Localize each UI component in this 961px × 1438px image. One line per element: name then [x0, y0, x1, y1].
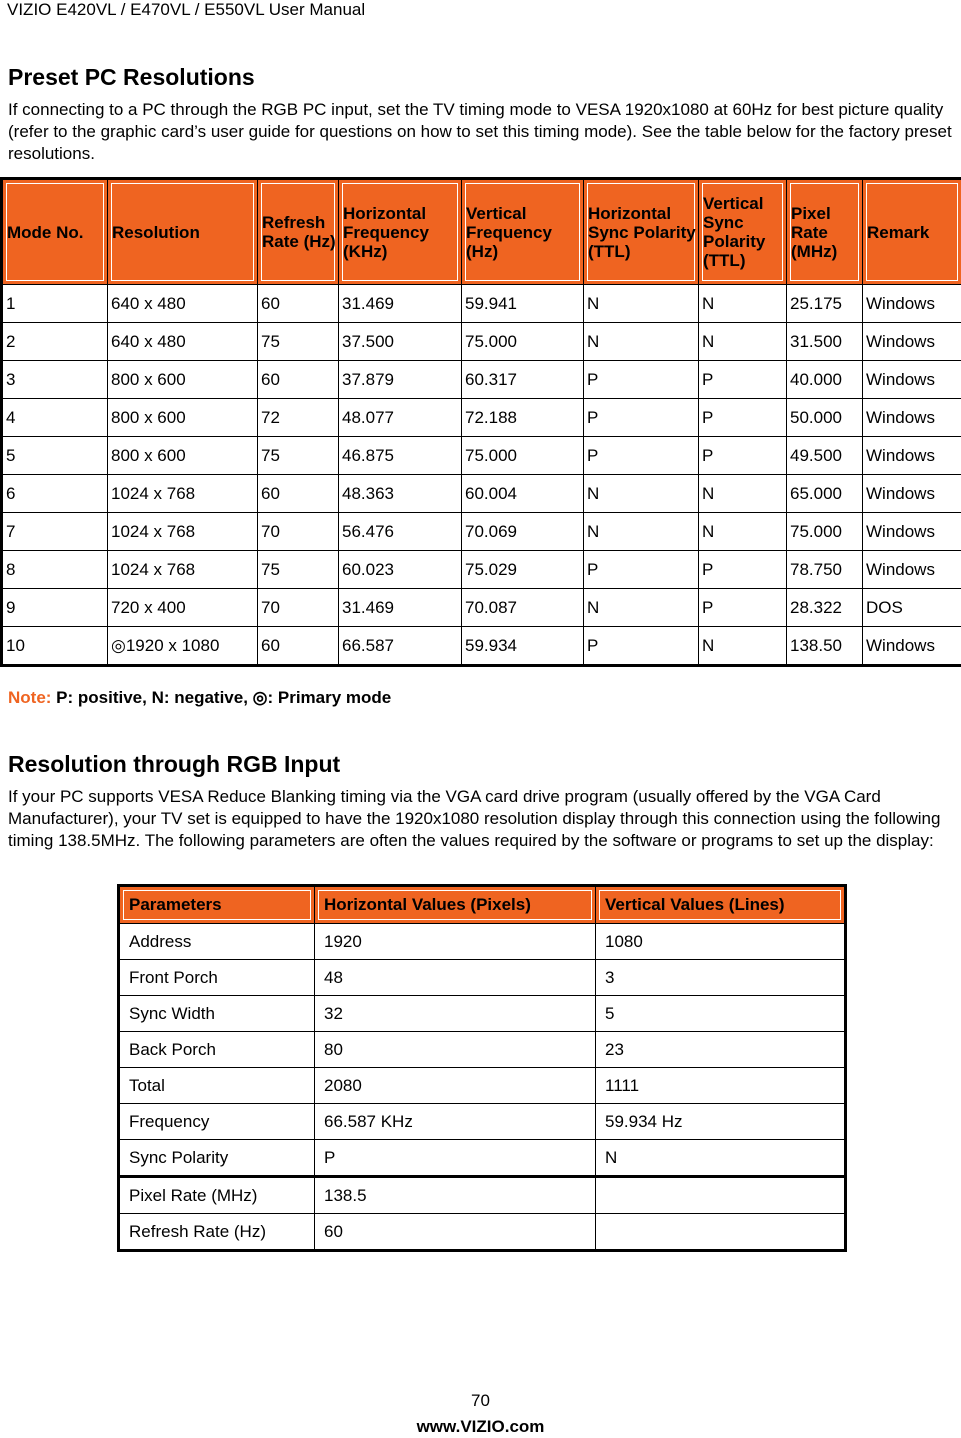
table-cell: 60	[258, 475, 339, 513]
table-cell: P	[584, 627, 699, 666]
table-cell: 31.500	[787, 323, 863, 361]
table-cell: N	[699, 513, 787, 551]
table-cell: N	[584, 475, 699, 513]
table-cell: 31.469	[339, 589, 462, 627]
table-row	[119, 996, 846, 1032]
table-cell: 48.363	[339, 475, 462, 513]
section-title-preset-pc-resolutions: Preset PC Resolutions	[8, 64, 255, 90]
table-cell: 4	[2, 399, 108, 437]
table-cell: P	[584, 399, 699, 437]
table-cell: 72.188	[462, 399, 584, 437]
table-row	[2, 589, 961, 627]
table-row	[2, 399, 961, 437]
table-cell: 56.476	[339, 513, 462, 551]
table-cell: 25.175	[787, 285, 863, 323]
table-cell: 2	[2, 323, 108, 361]
table-row	[119, 1177, 846, 1214]
table-cell: N	[699, 475, 787, 513]
table-cell: 1920	[315, 924, 596, 960]
table-cell: 75.000	[787, 513, 863, 551]
table-cell: 9	[2, 589, 108, 627]
table-cell: 70.087	[462, 589, 584, 627]
note-label: Note:	[8, 688, 52, 707]
table-cell: P	[584, 437, 699, 475]
table-cell: 66.587	[339, 627, 462, 666]
table-row	[119, 1032, 846, 1068]
table-cell: Frequency	[119, 1104, 315, 1140]
table-cell: 37.500	[339, 323, 462, 361]
table-cell: N	[584, 285, 699, 323]
table-cell: Sync Polarity	[119, 1140, 315, 1177]
column-header: Mode No.	[2, 179, 108, 285]
table-cell: 138.50	[787, 627, 863, 666]
table-cell: Windows	[863, 475, 961, 513]
column-header: Horizontal Values (Pixels)	[315, 886, 596, 924]
table-cell: 70	[258, 513, 339, 551]
table-cell: 66.587 KHz	[315, 1104, 596, 1140]
table-row	[2, 323, 961, 361]
table-cell: 800 x 600	[108, 399, 258, 437]
table-cell: 60	[258, 285, 339, 323]
column-header: Horizontal Frequency (KHz)	[339, 179, 462, 285]
table-cell: 10	[2, 627, 108, 666]
table-cell: 800 x 600	[108, 361, 258, 399]
table-header-row	[119, 886, 846, 924]
table-note	[8, 688, 391, 708]
table-cell: Front Porch	[119, 960, 315, 996]
table-cell: P	[699, 437, 787, 475]
table-cell: 48	[315, 960, 596, 996]
table-cell: Windows	[863, 399, 961, 437]
table-cell: 23	[596, 1032, 846, 1068]
table-cell: P	[699, 589, 787, 627]
table-cell: 800 x 600	[108, 437, 258, 475]
table-cell: Windows	[863, 627, 961, 666]
manual-header: VIZIO E420VL / E470VL / E550VL User Manual	[7, 0, 366, 19]
table-cell: 50.000	[787, 399, 863, 437]
table-row	[2, 437, 961, 475]
table-cell: 60.004	[462, 475, 584, 513]
table-row	[2, 627, 961, 666]
table-cell: 3	[596, 960, 846, 996]
table-cell: 49.500	[787, 437, 863, 475]
note-text: P: positive, N: negative, ◎: Primary mode	[51, 688, 392, 707]
table-cell: 75.029	[462, 551, 584, 589]
table-cell: 59.941	[462, 285, 584, 323]
table-cell: 37.879	[339, 361, 462, 399]
table-cell: Windows	[863, 285, 961, 323]
table-cell: 1024 x 768	[108, 551, 258, 589]
table-cell: 59.934 Hz	[596, 1104, 846, 1140]
table-cell: 75.000	[462, 437, 584, 475]
table-row	[2, 551, 961, 589]
table-header-row	[2, 179, 961, 285]
table-cell: 75.000	[462, 323, 584, 361]
table-cell: P	[584, 361, 699, 399]
table-cell: 72	[258, 399, 339, 437]
table-cell: 5	[2, 437, 108, 475]
table-cell: 60	[258, 361, 339, 399]
column-header: Horizontal Sync Polarity (TTL)	[584, 179, 699, 285]
table-cell: P	[699, 399, 787, 437]
column-header: Vertical Values (Lines)	[596, 886, 846, 924]
table-cell: N	[584, 323, 699, 361]
table-cell: N	[699, 285, 787, 323]
table-cell: 70.069	[462, 513, 584, 551]
table-cell: 75	[258, 437, 339, 475]
table-cell: P	[315, 1140, 596, 1177]
rgb-input-paragraph: If your PC supports VESA Reduce Blanking timing via the VGA card drive program (usually offered by the VGA Card Manufacturer), your TV set is equipped to have the 1920x1080 resolution display through this connection using the following timing 138.5MHz. The following parameters are often the values required by the software or programs to set up the display:	[8, 787, 941, 850]
table-cell: 60	[258, 627, 339, 666]
table-cell	[596, 1214, 846, 1251]
table-cell: 48.077	[339, 399, 462, 437]
table-cell: 720 x 400	[108, 589, 258, 627]
table-cell: 32	[315, 996, 596, 1032]
table-cell: ◎1920 x 1080	[108, 627, 258, 666]
table-cell: Windows	[863, 361, 961, 399]
table-cell: 75	[258, 323, 339, 361]
column-header: Vertical Frequency (Hz)	[462, 179, 584, 285]
table-row	[119, 1104, 846, 1140]
table-cell: 640 x 480	[108, 323, 258, 361]
column-header: Remark	[863, 179, 961, 285]
table-cell: N	[699, 627, 787, 666]
table-row	[2, 285, 961, 323]
table-cell: Windows	[863, 513, 961, 551]
table-cell: P	[584, 551, 699, 589]
table-row	[119, 960, 846, 996]
table-cell: N	[584, 513, 699, 551]
table-cell: 60	[315, 1214, 596, 1251]
table-cell: 2080	[315, 1068, 596, 1104]
preset-resolutions-table	[0, 177, 961, 667]
table-cell: 70	[258, 589, 339, 627]
table-row	[2, 475, 961, 513]
table-cell: 640 x 480	[108, 285, 258, 323]
footer-url: www.VIZIO.com	[416, 1417, 545, 1436]
table-cell: P	[699, 361, 787, 399]
table-row	[119, 924, 846, 960]
table-row	[2, 513, 961, 551]
table-cell: 60.023	[339, 551, 462, 589]
table-cell: N	[699, 323, 787, 361]
table-cell: N	[596, 1140, 846, 1177]
table-cell: 75	[258, 551, 339, 589]
table-cell: 138.5	[315, 1177, 596, 1214]
table-cell: 80	[315, 1032, 596, 1068]
section-intro-paragraph: If connecting to a PC through the RGB PC input, set the TV timing mode to VESA 1920x1080 at 60Hz for best picture quality (refer to the graphic card’s user guide for questions on how to set this timing mode). See the table below for the factory preset resolutions.	[8, 100, 952, 163]
table-cell: Pixel Rate (MHz)	[119, 1177, 315, 1214]
column-header: Pixel Rate (MHz)	[787, 179, 863, 285]
table-cell: 1024 x 768	[108, 475, 258, 513]
table-cell: 60.317	[462, 361, 584, 399]
table-cell: Refresh Rate (Hz)	[119, 1214, 315, 1251]
table-cell	[596, 1177, 846, 1214]
table-cell: 65.000	[787, 475, 863, 513]
table-row	[2, 361, 961, 399]
table-cell: 46.875	[339, 437, 462, 475]
table-cell: 59.934	[462, 627, 584, 666]
table-cell: 78.750	[787, 551, 863, 589]
table-cell: Windows	[863, 323, 961, 361]
column-header: Refresh Rate (Hz)	[258, 179, 339, 285]
table-cell: 1	[2, 285, 108, 323]
table-cell: 1111	[596, 1068, 846, 1104]
table-cell: Windows	[863, 437, 961, 475]
table-cell: Windows	[863, 551, 961, 589]
table-row	[119, 1214, 846, 1251]
table-cell: 40.000	[787, 361, 863, 399]
table-cell: 8	[2, 551, 108, 589]
table-cell: 5	[596, 996, 846, 1032]
rgb-timing-table	[117, 884, 847, 1252]
table-cell: DOS	[863, 589, 961, 627]
table-cell: Sync Width	[119, 996, 315, 1032]
table-row	[119, 1140, 846, 1177]
column-header: Parameters	[119, 886, 315, 924]
table-row	[119, 1068, 846, 1104]
table-cell: 28.322	[787, 589, 863, 627]
section-title-rgb-input: Resolution through RGB Input	[8, 751, 341, 777]
table-cell: 31.469	[339, 285, 462, 323]
column-header: Resolution	[108, 179, 258, 285]
table-cell: Total	[119, 1068, 315, 1104]
table-cell: 3	[2, 361, 108, 399]
table-cell: 6	[2, 475, 108, 513]
table-cell: 1024 x 768	[108, 513, 258, 551]
table-cell: P	[699, 551, 787, 589]
table-cell: 7	[2, 513, 108, 551]
table-cell: 1080	[596, 924, 846, 960]
page-number: 70	[471, 1391, 490, 1410]
table-cell: Back Porch	[119, 1032, 315, 1068]
table-cell: Address	[119, 924, 315, 960]
table-cell: N	[584, 589, 699, 627]
column-header: Vertical Sync Polarity (TTL)	[699, 179, 787, 285]
